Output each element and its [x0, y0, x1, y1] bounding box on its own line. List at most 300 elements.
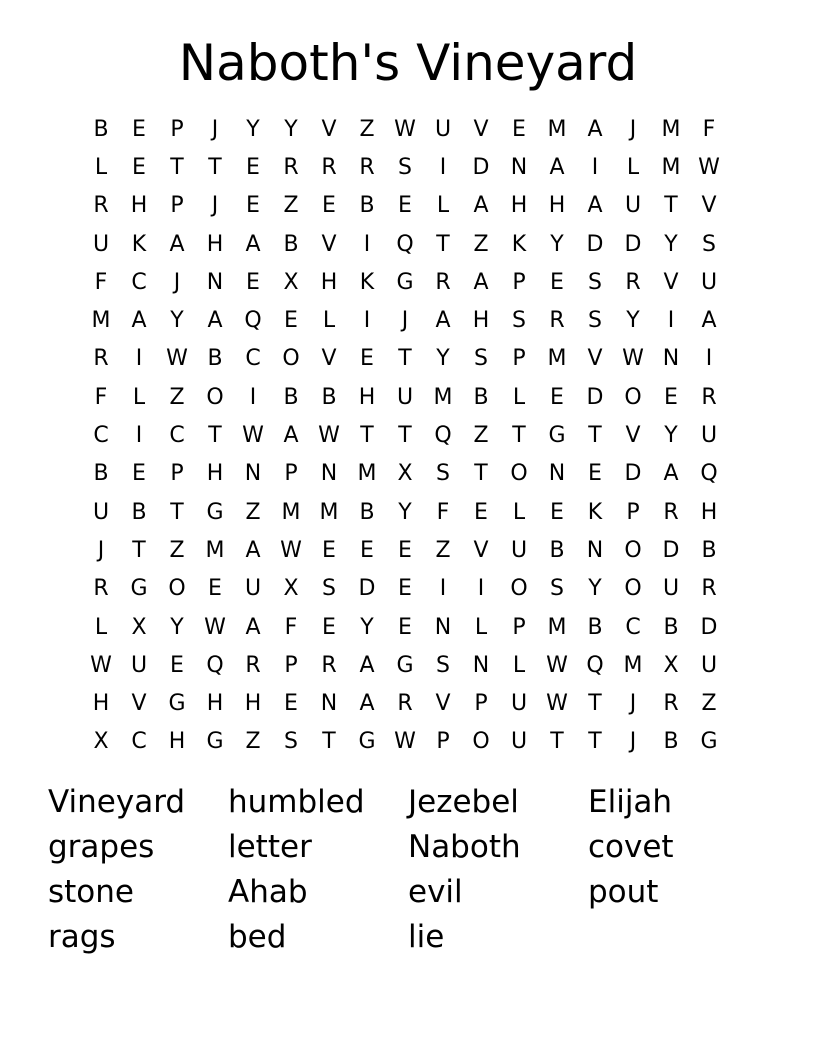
grid-letter[interactable]: E [588, 461, 602, 487]
grid-letter[interactable]: N [206, 269, 224, 295]
grid-letter[interactable]: W [546, 691, 568, 717]
grid-letter[interactable]: Z [473, 231, 489, 257]
grid-letter[interactable]: U [510, 729, 528, 755]
grid-letter[interactable]: S [436, 652, 450, 678]
grid-letter[interactable]: T [588, 691, 602, 717]
grid-letter[interactable]: M [661, 154, 681, 180]
grid-letter[interactable]: V [321, 116, 337, 142]
grid-letter[interactable]: A [245, 614, 261, 640]
grid-letter[interactable]: R [625, 269, 641, 295]
grid-letter[interactable]: Q [700, 461, 718, 487]
grid-letter[interactable]: F [94, 384, 108, 410]
grid-letter[interactable]: C [131, 269, 147, 295]
grid-letter[interactable]: N [244, 461, 262, 487]
grid-letter[interactable]: B [359, 499, 375, 525]
grid-letter[interactable]: Y [246, 116, 260, 142]
grid-row [82, 608, 728, 646]
grid-letter[interactable]: T [322, 729, 336, 755]
grid-letter[interactable]: U [700, 269, 718, 295]
grid-letter[interactable]: E [132, 116, 146, 142]
grid-letter[interactable]: U [244, 576, 262, 602]
grid-letter[interactable]: Z [169, 384, 185, 410]
grid-letter[interactable]: E [246, 193, 260, 219]
grid-letter[interactable]: M [91, 308, 111, 334]
grid-letter[interactable]: X [663, 652, 679, 678]
grid-letter[interactable]: Y [360, 614, 374, 640]
grid-letter[interactable]: L [626, 154, 640, 180]
grid-letter[interactable]: N [434, 614, 452, 640]
grid-letter[interactable]: Y [550, 231, 564, 257]
grid-letter[interactable]: A [245, 231, 261, 257]
grid-letter[interactable]: R [93, 576, 109, 602]
grid-letter[interactable]: L [512, 652, 526, 678]
grid-letter[interactable]: H [548, 193, 566, 219]
grid-letter[interactable]: S [436, 461, 450, 487]
grid-letter[interactable]: B [663, 729, 679, 755]
grid-letter[interactable]: O [624, 576, 642, 602]
grid-letter[interactable]: O [206, 384, 224, 410]
grid-letter[interactable]: E [550, 384, 564, 410]
grid-letter[interactable]: A [549, 154, 565, 180]
grid-letter[interactable]: E [398, 193, 412, 219]
grid-letter[interactable]: T [208, 154, 222, 180]
grid-letter[interactable]: H [320, 269, 338, 295]
grid-letter[interactable]: W [622, 346, 644, 372]
grid-letter[interactable]: U [510, 691, 528, 717]
grid-letter[interactable]: M [281, 499, 301, 525]
grid-letter[interactable]: R [245, 652, 261, 678]
grid-letter[interactable]: R [321, 154, 337, 180]
grid-letter[interactable]: M [547, 346, 567, 372]
grid-letter[interactable]: N [548, 461, 566, 487]
grid-letter[interactable]: R [283, 154, 299, 180]
grid-letter[interactable]: E [284, 308, 298, 334]
grid-letter[interactable]: R [701, 576, 717, 602]
grid-letter[interactable]: F [436, 499, 450, 525]
grid-letter[interactable]: I [363, 231, 371, 257]
grid-letter[interactable]: B [283, 231, 299, 257]
grid-letter[interactable]: B [663, 614, 679, 640]
grid-letter[interactable]: W [698, 154, 720, 180]
grid-letter[interactable]: U [396, 384, 414, 410]
grid-letter[interactable]: E [550, 499, 564, 525]
grid-letter[interactable]: I [591, 154, 599, 180]
grid-letter[interactable]: B [207, 346, 223, 372]
grid-letter[interactable]: W [90, 652, 112, 678]
grid-letter[interactable]: T [132, 537, 146, 563]
grid-letter[interactable]: O [472, 729, 490, 755]
grid-letter[interactable]: T [588, 729, 602, 755]
grid-letter[interactable]: M [205, 537, 225, 563]
grid-letter[interactable]: O [282, 346, 300, 372]
grid-letter[interactable]: B [131, 499, 147, 525]
grid-letter[interactable]: A [701, 308, 717, 334]
grid-letter[interactable]: S [474, 346, 488, 372]
grid-letter[interactable]: H [130, 193, 148, 219]
grid-letter[interactable]: Z [245, 499, 261, 525]
grid-letter[interactable]: H [244, 691, 262, 717]
grid-letter[interactable]: T [550, 729, 564, 755]
grid-letter[interactable]: Z [245, 729, 261, 755]
grid-row [82, 723, 728, 761]
grid-letter[interactable]: A [587, 116, 603, 142]
grid-letter[interactable]: N [320, 461, 338, 487]
grid-letter[interactable]: C [245, 346, 261, 372]
grid-letter[interactable]: V [587, 346, 603, 372]
grid-letter[interactable]: R [435, 269, 451, 295]
grid-letter[interactable]: H [92, 691, 110, 717]
grid-letter[interactable]: U [624, 193, 642, 219]
grid-letter[interactable]: M [547, 116, 567, 142]
grid-letter[interactable]: P [626, 499, 640, 525]
grid-letter[interactable]: J [173, 269, 181, 295]
grid-letter[interactable]: J [401, 308, 409, 334]
grid-letter[interactable]: V [663, 269, 679, 295]
grid-letter[interactable]: B [359, 193, 375, 219]
grid-letter[interactable]: O [510, 576, 528, 602]
grid-letter[interactable]: X [283, 576, 299, 602]
grid-letter[interactable]: J [97, 537, 105, 563]
grid-letter[interactable]: U [700, 423, 718, 449]
grid-letter[interactable]: E [246, 269, 260, 295]
grid-letter[interactable]: P [170, 116, 184, 142]
grid-letter[interactable]: S [322, 576, 336, 602]
grid-letter[interactable]: M [319, 499, 339, 525]
grid-letter[interactable]: T [398, 423, 412, 449]
grid-letter[interactable]: S [398, 154, 412, 180]
grid-letter[interactable]: W [166, 346, 188, 372]
grid-letter[interactable]: H [472, 308, 490, 334]
grid-letter[interactable]: Y [626, 308, 640, 334]
word-bank-item: evil [408, 874, 463, 910]
grid-letter[interactable]: D [358, 576, 376, 602]
grid-letter[interactable]: B [549, 537, 565, 563]
grid-letter[interactable]: U [434, 116, 452, 142]
grid-letter[interactable]: R [321, 652, 337, 678]
grid-letter[interactable]: E [664, 384, 678, 410]
grid-letter[interactable]: B [283, 384, 299, 410]
grid-letter[interactable]: D [662, 537, 680, 563]
grid-letter[interactable]: X [397, 461, 413, 487]
puzzle-title: Naboth's Vineyard [178, 34, 638, 92]
grid-letter[interactable]: H [206, 461, 224, 487]
grid-letter[interactable]: Y [398, 499, 412, 525]
grid-row [82, 110, 728, 148]
grid-letter[interactable]: E [322, 193, 336, 219]
grid-letter[interactable]: Y [170, 614, 184, 640]
grid-letter[interactable]: Y [588, 576, 602, 602]
grid-letter[interactable]: J [211, 193, 219, 219]
grid-letter[interactable]: S [512, 308, 526, 334]
grid-letter[interactable]: L [474, 614, 488, 640]
grid-letter[interactable]: M [433, 384, 453, 410]
grid-letter[interactable]: H [206, 231, 224, 257]
grid-letter[interactable]: G [548, 423, 566, 449]
grid-letter[interactable]: W [318, 423, 340, 449]
word-bank-item: Vineyard [48, 784, 186, 820]
grid-letter[interactable]: E [360, 346, 374, 372]
grid-letter[interactable]: X [283, 269, 299, 295]
grid-letter[interactable]: Z [435, 537, 451, 563]
grid-letter[interactable]: T [360, 423, 374, 449]
grid-letter[interactable]: G [206, 729, 224, 755]
grid-letter[interactable]: E [246, 154, 260, 180]
grid-letter[interactable]: A [663, 461, 679, 487]
grid-letter[interactable]: L [436, 193, 450, 219]
grid-letter[interactable]: R [549, 308, 565, 334]
grid-letter[interactable]: E [398, 614, 412, 640]
grid-letter[interactable]: H [206, 691, 224, 717]
grid-letter[interactable]: L [94, 614, 108, 640]
grid-letter[interactable]: U [92, 499, 110, 525]
grid-letter[interactable]: Q [396, 231, 414, 257]
grid-letter[interactable]: C [625, 614, 641, 640]
grid-letter[interactable]: B [587, 614, 603, 640]
grid-letter[interactable]: V [131, 691, 147, 717]
grid-letter[interactable]: P [170, 461, 184, 487]
grid-letter[interactable]: H [700, 499, 718, 525]
grid-letter[interactable]: Y [170, 308, 184, 334]
grid-letter[interactable]: C [93, 423, 109, 449]
grid-letter[interactable]: E [550, 269, 564, 295]
word-bank-item: bed [228, 919, 287, 955]
grid-letter[interactable]: J [211, 116, 219, 142]
grid-letter[interactable]: C [131, 729, 147, 755]
grid-letter[interactable]: E [284, 691, 298, 717]
grid-letter[interactable]: R [397, 691, 413, 717]
grid-letter[interactable]: A [435, 308, 451, 334]
grid-letter[interactable]: A [359, 652, 375, 678]
grid-letter[interactable]: A [587, 193, 603, 219]
grid-letter[interactable]: E [360, 537, 374, 563]
grid-letter[interactable]: Z [701, 691, 717, 717]
grid-letter[interactable]: K [359, 269, 375, 295]
grid-letter[interactable]: G [396, 269, 414, 295]
grid-letter[interactable]: O [168, 576, 186, 602]
grid-letter[interactable]: P [512, 346, 526, 372]
letter-grid[interactable] [82, 110, 728, 761]
grid-letter[interactable]: I [249, 384, 257, 410]
grid-letter[interactable]: U [510, 537, 528, 563]
grid-letter[interactable]: Z [283, 193, 299, 219]
grid-letter[interactable]: S [588, 308, 602, 334]
grid-letter[interactable]: T [474, 461, 488, 487]
grid-letter[interactable]: E [132, 154, 146, 180]
grid-letter[interactable]: A [207, 308, 223, 334]
grid-letter[interactable]: F [284, 614, 298, 640]
grid-letter[interactable]: J [629, 116, 637, 142]
grid-letter[interactable]: X [131, 614, 147, 640]
grid-letter[interactable]: S [588, 269, 602, 295]
grid-letter[interactable]: Z [169, 537, 185, 563]
grid-letter[interactable]: E [474, 499, 488, 525]
grid-letter[interactable]: A [131, 308, 147, 334]
grid-letter[interactable]: K [511, 231, 527, 257]
grid-letter[interactable]: P [284, 461, 298, 487]
grid-letter[interactable]: T [398, 346, 412, 372]
grid-letter[interactable]: T [208, 423, 222, 449]
grid-letter[interactable]: P [170, 193, 184, 219]
grid-letter[interactable]: G [168, 691, 186, 717]
grid-letter[interactable]: R [663, 691, 679, 717]
grid-letter[interactable]: S [550, 576, 564, 602]
grid-letter[interactable]: D [700, 614, 718, 640]
grid-letter[interactable]: R [663, 499, 679, 525]
grid-letter[interactable]: Y [284, 116, 298, 142]
grid-letter[interactable]: G [358, 729, 376, 755]
grid-letter[interactable]: I [667, 308, 675, 334]
grid-letter[interactable]: V [321, 231, 337, 257]
grid-letter[interactable]: Q [586, 652, 604, 678]
grid-letter[interactable]: X [93, 729, 109, 755]
grid-letter[interactable]: D [472, 154, 490, 180]
grid-letter[interactable]: W [394, 729, 416, 755]
grid-letter[interactable]: V [435, 691, 451, 717]
grid-letter[interactable]: W [204, 614, 226, 640]
grid-letter[interactable]: S [284, 729, 298, 755]
grid-letter[interactable]: R [701, 384, 717, 410]
grid-letter[interactable]: G [700, 729, 718, 755]
grid-letter[interactable]: V [473, 116, 489, 142]
grid-letter[interactable]: O [624, 537, 642, 563]
grid-letter[interactable]: A [473, 193, 489, 219]
grid-letter[interactable]: E [322, 537, 336, 563]
grid-letter[interactable]: V [625, 423, 641, 449]
grid-letter[interactable]: B [93, 461, 109, 487]
grid-letter[interactable]: Q [206, 652, 224, 678]
grid-letter[interactable]: O [510, 461, 528, 487]
grid-letter[interactable]: V [473, 537, 489, 563]
grid-letter[interactable]: P [474, 691, 488, 717]
grid-letter[interactable]: E [398, 576, 412, 602]
grid-letter[interactable]: E [170, 652, 184, 678]
grid-letter[interactable]: E [132, 461, 146, 487]
grid-letter[interactable]: H [510, 193, 528, 219]
grid-letter[interactable]: D [586, 384, 604, 410]
word-bank-item: Ahab [228, 874, 308, 910]
grid-letter[interactable]: J [629, 691, 637, 717]
grid-letter[interactable]: U [130, 652, 148, 678]
grid-letter[interactable]: A [169, 231, 185, 257]
grid-letter[interactable]: E [398, 537, 412, 563]
grid-letter[interactable]: N [510, 154, 528, 180]
grid-letter[interactable]: T [436, 231, 450, 257]
grid-letter[interactable]: Z [473, 423, 489, 449]
grid-letter[interactable]: Q [434, 423, 452, 449]
grid-letter[interactable]: B [321, 384, 337, 410]
grid-letter[interactable]: M [623, 652, 643, 678]
grid-letter[interactable]: P [436, 729, 450, 755]
grid-letter[interactable]: E [322, 614, 336, 640]
grid-letter[interactable]: A [473, 269, 489, 295]
grid-letter[interactable]: V [701, 193, 717, 219]
grid-letter[interactable]: Y [664, 423, 678, 449]
grid-letter[interactable]: G [396, 652, 414, 678]
grid-letter[interactable]: W [546, 652, 568, 678]
grid-letter[interactable]: N [586, 537, 604, 563]
grid-letter[interactable]: H [168, 729, 186, 755]
grid-letter[interactable]: C [169, 423, 185, 449]
grid-letter[interactable]: I [705, 346, 713, 372]
grid-letter[interactable]: T [170, 499, 184, 525]
grid-letter[interactable]: S [702, 231, 716, 257]
grid-letter[interactable]: L [512, 384, 526, 410]
grid-letter[interactable]: B [93, 116, 109, 142]
grid-letter[interactable]: T [588, 423, 602, 449]
grid-row [82, 684, 728, 722]
grid-letter[interactable]: I [135, 346, 143, 372]
grid-letter[interactable]: M [357, 461, 377, 487]
grid-letter[interactable]: F [702, 116, 716, 142]
grid-letter[interactable]: L [132, 384, 146, 410]
grid-letter[interactable]: I [439, 154, 447, 180]
grid-letter[interactable]: I [477, 576, 485, 602]
grid-letter[interactable]: O [624, 384, 642, 410]
grid-letter[interactable]: W [280, 537, 302, 563]
grid-letter[interactable]: I [439, 576, 447, 602]
grid-letter[interactable]: H [358, 384, 376, 410]
grid-letter[interactable]: W [242, 423, 264, 449]
grid-letter[interactable]: B [473, 384, 489, 410]
grid-letter[interactable]: P [512, 269, 526, 295]
grid-letter[interactable]: W [394, 116, 416, 142]
grid-letter[interactable]: N [472, 652, 490, 678]
grid-letter[interactable]: K [587, 499, 603, 525]
grid-letter[interactable]: K [131, 231, 147, 257]
grid-letter[interactable]: B [701, 537, 717, 563]
grid-letter[interactable]: D [586, 231, 604, 257]
grid-letter[interactable]: N [320, 691, 338, 717]
grid-letter[interactable]: T [170, 154, 184, 180]
grid-letter[interactable]: Y [664, 231, 678, 257]
grid-letter[interactable]: Q [244, 308, 262, 334]
grid-letter[interactable]: A [245, 537, 261, 563]
grid-letter[interactable]: A [359, 691, 375, 717]
grid-letter[interactable]: G [206, 499, 224, 525]
grid-letter[interactable]: V [321, 346, 337, 372]
grid-letter[interactable]: D [624, 461, 642, 487]
grid-letter[interactable]: L [94, 154, 108, 180]
grid-letter[interactable]: M [661, 116, 681, 142]
grid-letter[interactable]: I [135, 423, 143, 449]
grid-letter[interactable]: E [208, 576, 222, 602]
grid-letter[interactable]: N [662, 346, 680, 372]
grid-letter[interactable]: Y [436, 346, 450, 372]
grid-letter[interactable]: R [359, 154, 375, 180]
grid-letter[interactable]: J [629, 729, 637, 755]
grid-letter[interactable]: L [322, 308, 336, 334]
grid-letter[interactable]: D [624, 231, 642, 257]
grid-letter[interactable]: M [547, 614, 567, 640]
grid-letter[interactable]: R [93, 193, 109, 219]
grid-letter[interactable]: P [512, 614, 526, 640]
grid-letter[interactable]: L [512, 499, 526, 525]
grid-letter[interactable]: U [92, 231, 110, 257]
grid-row [82, 378, 728, 416]
grid-letter[interactable]: F [94, 269, 108, 295]
grid-letter[interactable]: A [283, 423, 299, 449]
grid-letter[interactable]: R [93, 346, 109, 372]
grid-letter[interactable]: E [512, 116, 526, 142]
grid-letter[interactable]: U [662, 576, 680, 602]
grid-letter[interactable]: P [284, 652, 298, 678]
grid-letter[interactable]: Z [359, 116, 375, 142]
grid-letter[interactable]: I [363, 308, 371, 334]
grid-letter[interactable]: T [664, 193, 678, 219]
grid-letter[interactable]: U [700, 652, 718, 678]
grid-letter[interactable]: G [130, 576, 148, 602]
grid-letter[interactable]: T [512, 423, 526, 449]
